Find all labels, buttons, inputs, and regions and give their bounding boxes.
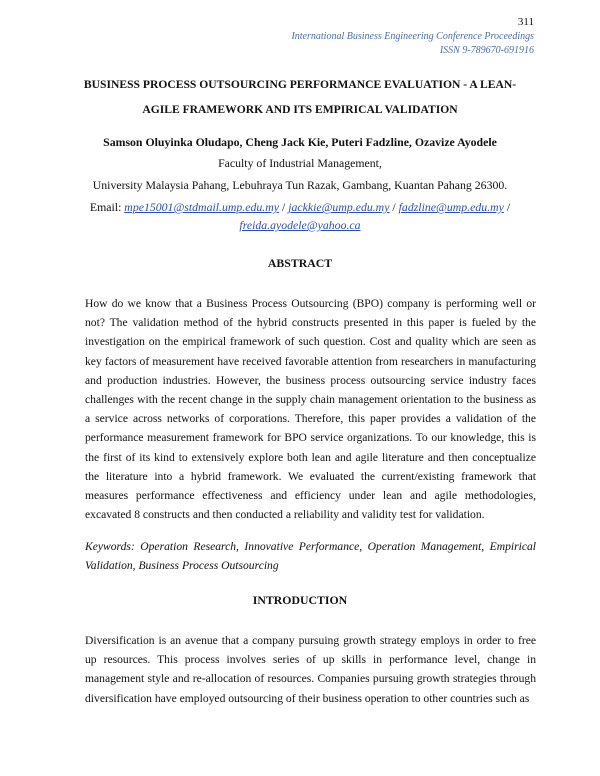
abstract-heading: ABSTRACT bbox=[267, 256, 333, 270]
title-line-1: BUSINESS PROCESS OUTSOURCING PERFORMANCE EVALUATION - A LEAN- bbox=[83, 78, 517, 91]
email-separator: / bbox=[506, 200, 511, 214]
email-link-3[interactable]: fadzline@ump.edu.my bbox=[398, 200, 504, 214]
page-number: 311 bbox=[517, 16, 534, 28]
email-line-2 bbox=[40, 214, 560, 236]
conference-header bbox=[291, 30, 534, 58]
introduction-heading: INTRODUCTION bbox=[252, 593, 348, 607]
abstract-text: How do we know that a Business Process Outsourcing (BPO) company is performing well or not? The validation method of the hybrid constructs presented in this paper is fueled by the investigation on the empirical framework of such question. Cost and quality which are seen as key factors of measurement have received favorable attention from researchers in manufacturing and production industries. However, the business process outsourcing service industry faces challenges with the recent change in the supply chain management orientation to the business as a service across networks of corporations. Therefore, this paper provides a validation of the performance measurement framework for BPO service organizations. To our knowledge, this is the first of its kind to extensively explore both lean and agile literature and then conceptualize the literature into a hybrid framework. We evaluated the current/existing framework that measures performance effectiveness and efficiency under lean and agile methodologies, excavated 8 constructs and then conducted a reliability and validity test for validation. bbox=[85, 297, 536, 522]
email-link-4[interactable]: freida.ayodele@yahoo.ca bbox=[239, 218, 361, 232]
email-link-1[interactable]: mpe15001@stdmail.ump.edu.my bbox=[124, 200, 279, 214]
author-list: Samson Oluyinka Oludapo, Cheng Jack Kie, Puteri Fadzline, Ozavize Ayodele bbox=[103, 135, 497, 149]
paper-title bbox=[60, 72, 540, 122]
conference-name: International Business Engineering Conference Proceedings bbox=[291, 31, 534, 42]
affiliation-address: University Malaysia Pahang, Lebuhraya Tun Razak, Gambang, Kuantan Pahang 26300. bbox=[92, 178, 508, 192]
email-separator: / bbox=[392, 200, 396, 214]
issn: ISSN 9-789670-691916 bbox=[439, 45, 534, 56]
introduction-text: Diversification is an avenue that a company pursuing growth strategy employs in order to free up resources. This process involves series of up skills in performance level, change in management style and re-allocation of resources. Companies pursuing growth strategies through diversification have employed outsourcing of their business operation to other countries such as bbox=[85, 634, 536, 705]
email-separator: / bbox=[281, 200, 286, 214]
email-label: Email: bbox=[89, 200, 122, 214]
keywords: Keywords: Operation Research, Innovative Performance, Operation Management, Empirical Validation, Business Process Outsourcing bbox=[85, 540, 536, 573]
email-link-2[interactable]: jackkie@ump.edu.my bbox=[288, 200, 390, 214]
title-line-2: AGILE FRAMEWORK AND ITS EMPIRICAL VALIDATION bbox=[142, 103, 458, 116]
affiliation-faculty: Faculty of Industrial Management, bbox=[218, 156, 382, 170]
